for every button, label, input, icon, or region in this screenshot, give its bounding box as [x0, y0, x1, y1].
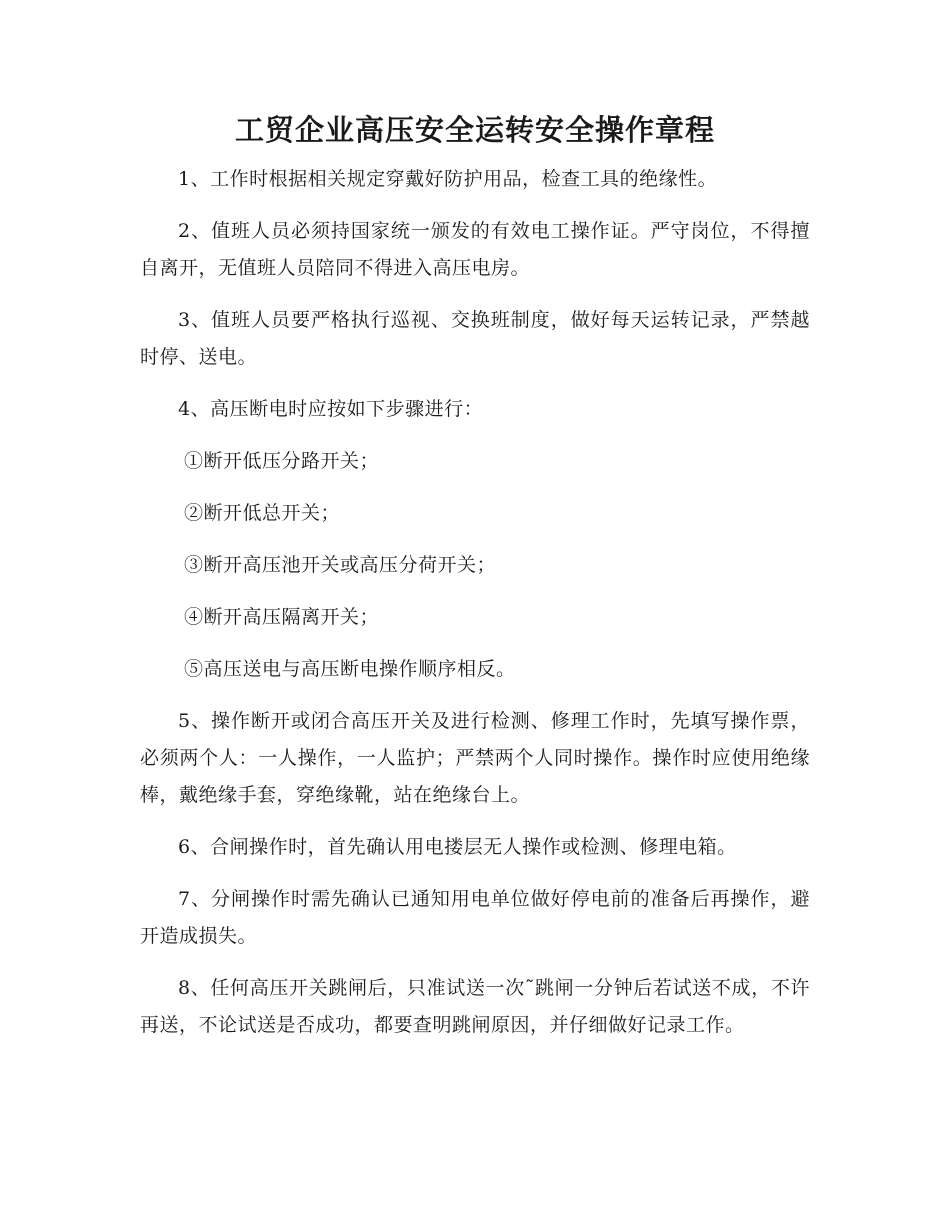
paragraph-8: 8、任何高压开关跳闸后，只准试送一次˜跳闸一分钟后若试送不成，不许再送，不论试送是否成功，都要查明跳闸原因，并仔细做好记录工作。: [140, 977, 810, 1036]
step-1: ①断开低压分路开关；: [184, 450, 380, 472]
paragraph-7: 7、分闸操作时需先确认已通知用电单位做好停电前的准备后再操作，避开造成损失。: [140, 888, 810, 947]
document-page: [140, 105, 810, 1059]
paragraph-3: 3、值班人员要严格执行巡视、交换班制度，做好每天运转记录，严禁越时停、送电。: [140, 309, 810, 368]
paragraph-6: 6、合闸操作时，首先确认用电搂层无人操作或检测、修理电箱。: [178, 836, 737, 858]
paragraph-4: 4、高压断电时应按如下步骤进行：: [178, 398, 484, 420]
step-2: ②断开低总开关；: [184, 502, 341, 524]
paragraph-2: 2、值班人员必须持国家统一颁发的有效电工操作证。严守岗位，不得擅自离开，无值班人员陪同不得进入高压电房。: [140, 220, 810, 279]
paragraph-5: 5、操作断开或闭合高压开关及进行检测、修理工作时，先填写操作票，必须两个人：一人操作，一人监护；严禁两个人同时操作。操作时应使用绝缘棒，戴绝缘手套，穿绝缘靴，站在绝缘台上。: [140, 710, 810, 806]
step-4: ④断开高压隔离开关；: [184, 606, 380, 628]
step-5: ⑤高压送电与高压断电操作顺序相反。: [184, 658, 516, 680]
step-3: ③断开高压池开关或高压分荷开关；: [184, 554, 497, 576]
document-title: 工贸企业高压安全运转安全操作章程: [234, 113, 715, 147]
paragraph-1: 1、工作时根据相关规定穿戴好防护用品，检查工具的绝缘性。: [178, 168, 718, 190]
